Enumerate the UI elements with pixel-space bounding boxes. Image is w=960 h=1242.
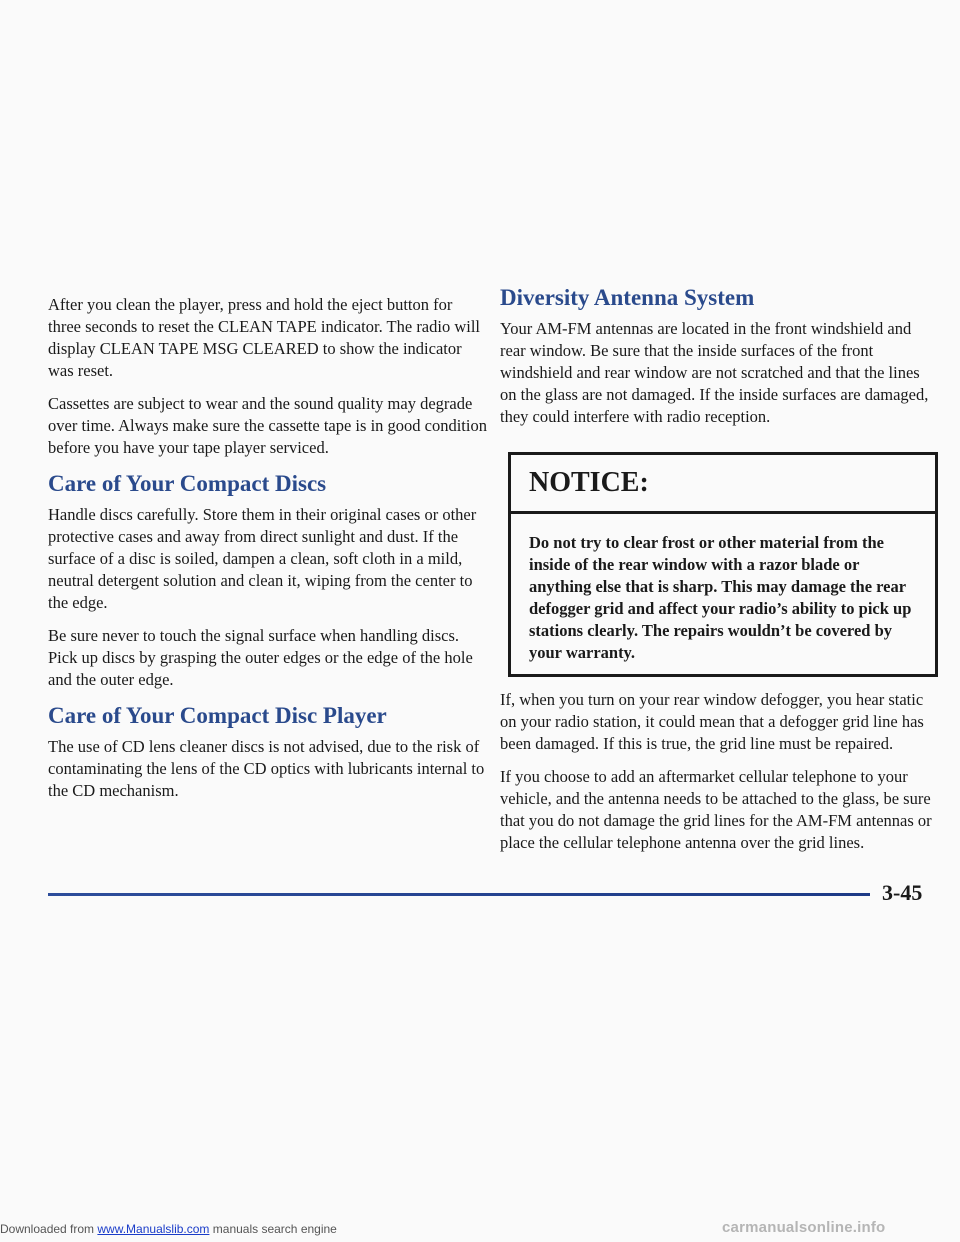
paragraph-handle-discs: Handle discs carefully. Store them in their original cases or other protective cases and away from direct sunlight and dust. If the surface of a disc is soiled, dampen a clean, soft cloth in a mild, neutral detergent solution and clean it, wiping from the center to the edge. [48,505,477,612]
left-column [48,294,488,813]
download-footer [0,1222,337,1236]
page-number: 3-45 [882,880,923,905]
paragraph-defogger-static: If, when you turn on your rear window defogger, you hear static on your radio station, it could mean that a defogger grid line has been damaged. If this is true, the grid line must be repaired. [500,690,924,753]
paragraph-cellular-telephone: If you choose to add an aftermarket cellular telephone to your vehicle, and the antenna needs to be attached to the glass, be sure that you do not damage the grid lines for the AM-FM antennas or place the cellular telephone antenna over the grid lines. [500,767,932,852]
footer-prefix: Downloaded from [0,1222,98,1236]
footer-suffix: manuals search engine [209,1222,337,1236]
watermark: carmanualsonline.info [722,1219,886,1236]
notice-box [508,452,938,677]
paragraph-cassette-wear: Cassettes are subject to wear and the sound quality may degrade over time. Always make sure the cassette tape is in good condition before you have your tape player serviced. [48,394,487,457]
notice-text: Do not try to clear frost or other material from the inside of the rear window with a razor blade or anything else that is sharp. This may damage the rear defogger grid and affect your radio’s ability to pick up stations clearly. The repairs wouldn’t be covered by your warranty. [529,533,912,662]
notice-title: NOTICE: [511,455,935,514]
heading-diversity-antenna: Diversity Antenna System [500,285,755,310]
page-rule [48,893,870,896]
paragraph-eject-reset: After you clean the player, press and hold the eject button for three seconds to reset the CLEAN TAPE indicator. The radio will display CLEAN TAPE MSG CLEARED to show the indicator was reset. [48,295,481,380]
heading-care-of-player: Care of Your Compact Disc Player [48,703,387,728]
footer-link[interactable]: www.Manualslib.com [97,1222,210,1236]
paragraph-antenna-location: Your AM-FM antennas are located in the front windshield and rear window. Be sure that the inside surfaces of the front windshield and rear window are not scratched and that the lines on the glass are not damaged. If the inside surfaces are damaged, they could interfere with radio reception. [500,319,929,426]
right-column [500,285,940,865]
paragraph-signal-surface: Be sure never to touch the signal surface when handling discs. Pick up discs by grasping the outer edges or the edge of the hole and the outer edge. [48,626,473,689]
heading-care-of-discs: Care of Your Compact Discs [48,471,327,496]
paragraph-lens-cleaner: The use of CD lens cleaner discs is not advised, due to the risk of contaminating the lens of the CD optics with lubricants internal to the CD mechanism. [48,737,485,800]
